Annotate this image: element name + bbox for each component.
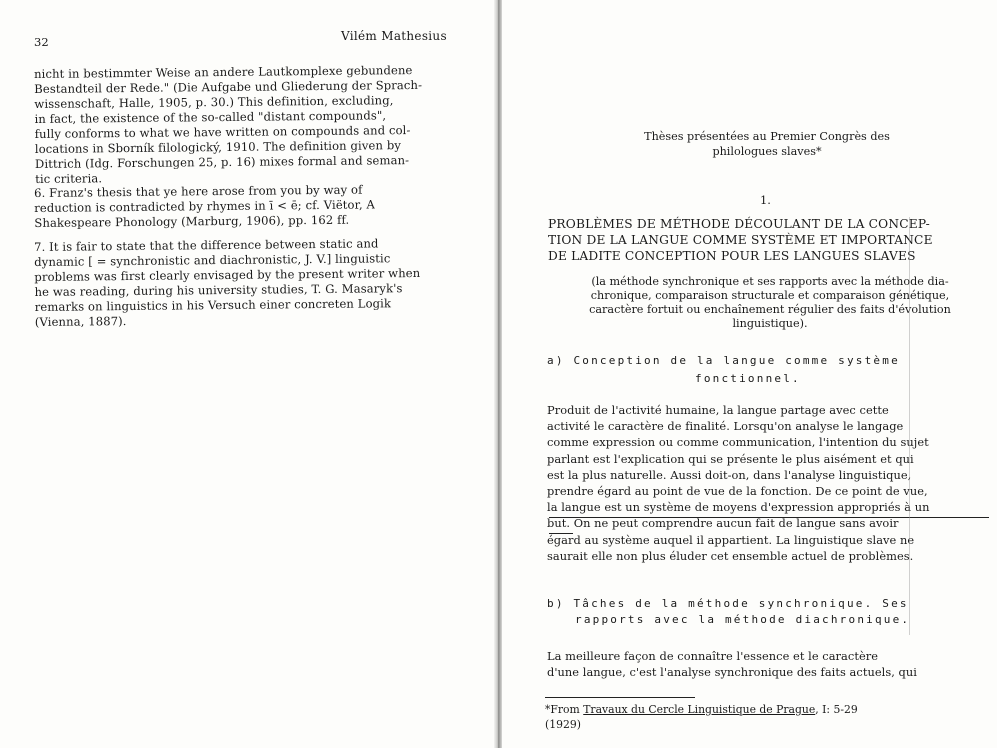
note-continuation: nicht in bestimmter Weise an andere Lautkomplexe gebundene Bestandteil der Rede." (Die Aufgabe und Gliederung der Sprach- wissenschaft, Halle, 1905, p. 30.) This definition, excluding, in fact, the existence of the so-called "distant compounds", fully conforms to what we have written on compounds and col- locations in Sborník filologický, 1910. The definition given by Dittrich (Idg. Forschungen 25, p. 16) mixes formal and seman- tic criteria. [34,63,423,186]
emphasis-underline-cont [549,533,573,534]
section-subtitle: (la méthode synchronique et ses rapports avec la méthode dia- chronique, comparaison structurale et comparaison génétique, caractère fortuit ou enchaînement régulier des faits d'évolution linguistique). [589,275,951,330]
section-number: 1. [760,193,771,207]
subsection-a-heading-cont: fonctionnel. [695,372,801,385]
scan-fold-line [909,217,910,635]
subsection-b-heading-cont: rapports avec la méthode diachronique. [575,613,911,626]
running-head: Vilém Mathesius [341,29,447,43]
footnote-suffix: , I: 5-29 [815,703,858,716]
paragraph-a: Produit de l'activité humaine, la langue partage avec cette activité le caractère de finalité. Lorsqu'on analyse le langage comme expression ou comme communication, l'intention du sujet parlant est l'explication qui se présente le plus aisément et qui est la plus naturelle. Aussi doit-on, dans l'analyse linguistique, prendre égard au point de vue de la fonction. De ce point de vue, la langue est un système de moyens d'expression appropriés à un but. On ne peut comprendre aucun fait de langue sans avoir égard au système auquel il appartient. La linguistique slave ne saurait elle non plus éluder cet ensemble actuel de problèmes. [547,403,930,563]
footnote-rule [545,697,695,698]
footnote-year: (1929) [545,718,581,731]
subsection-b-heading: b) Tâches de la méthode synchronique. Ses [547,597,909,610]
footnote [545,702,985,732]
paper-title: Thèses présentées au Premier Congrès des philologues slaves* [644,130,890,158]
footnote-prefix: *From [545,703,584,716]
note-7: 7. It is fair to state that the difference between static and dynamic [ = synchronistic and diachronistic, J. V.] linguistic problems was first clearly envisaged by the present writer when he was reading, during his university studies, T. G. Masaryk's remarks on linguistics in his Versuch einer concreten Logik (Vienna, 1887). [34,236,421,329]
page-number: 32 [34,35,49,49]
paragraph-b: La meilleure façon de connaître l'essence et le caractère d'une langue, c'est l'analyse synchronique des faits actuels, qui [547,649,917,680]
subsection-a-heading: a) Conception de la langue comme système [547,354,900,367]
emphasis-underline [549,517,989,518]
section-heading: PROBLÈMES DE MÉTHODE DÉCOULANT DE LA CONCEP- TION DE LA LANGUE COMME SYSTÈME ET IMPORTANCE DE LADITE CONCEPTION POUR LES LANGUES SLAVES [548,217,933,263]
note-6: 6. Franz's thesis that ye here arose from you by way of reduction is contradicted by rhymes in ī < ē; cf. Viëtor, A Shakespeare Phonology (Marburg, 1906), pp. 162 ff. [34,182,376,230]
footnote-source: Travaux du Cercle Linguistique de Prague [583,703,816,716]
